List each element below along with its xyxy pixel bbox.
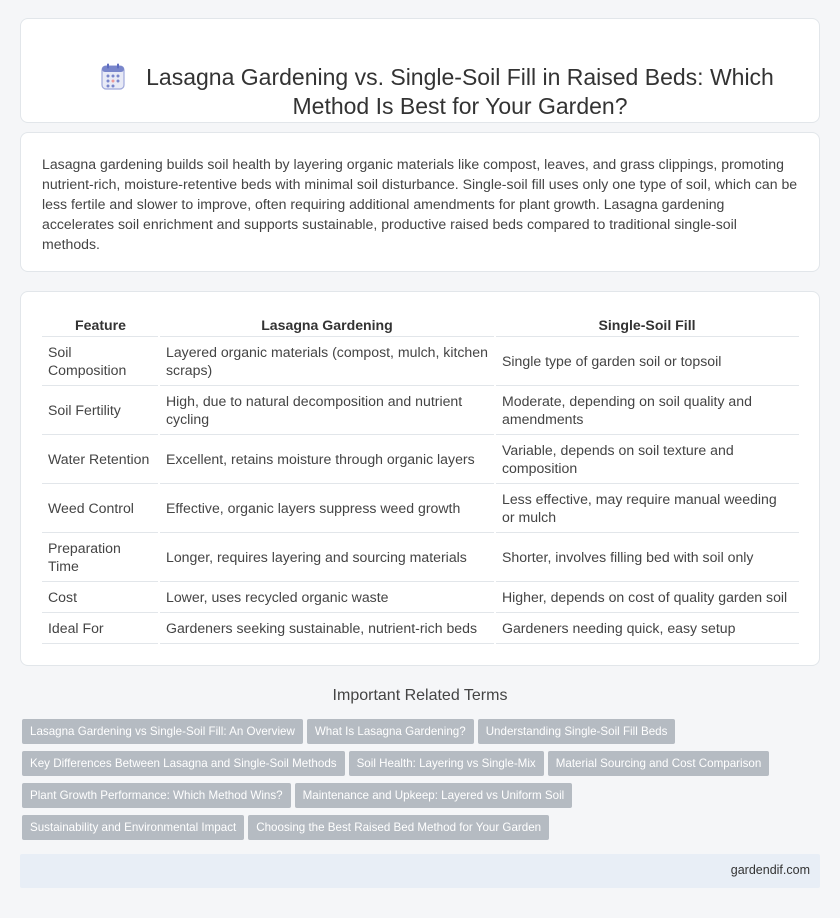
row-feature: Preparation Time	[42, 532, 159, 581]
row-feature: Water Retention	[42, 434, 159, 483]
related-term-tag[interactable]: Sustainability and Environmental Impact	[22, 815, 244, 840]
row-single-soil: Shorter, involves filling bed with soil only	[495, 532, 799, 581]
table-row	[42, 483, 799, 532]
calendar-icon	[100, 63, 126, 91]
row-single-soil: Less effective, may require manual weeding or mulch	[495, 483, 799, 532]
related-term-tag[interactable]: Choosing the Best Raised Bed Method for Your Garden	[248, 815, 549, 840]
row-lasagna: Effective, organic layers suppress weed growth	[159, 483, 495, 532]
row-single-soil: Single type of garden soil or topsoil	[495, 336, 799, 385]
footer-site-link[interactable]: gardendif.com	[730, 863, 810, 877]
row-lasagna: Gardeners seeking sustainable, nutrient-rich beds	[159, 612, 495, 643]
row-feature: Ideal For	[42, 612, 159, 643]
row-lasagna: High, due to natural decomposition and nutrient cycling	[159, 385, 495, 434]
row-feature: Soil Composition	[42, 336, 159, 385]
table-row	[42, 385, 799, 434]
row-feature: Cost	[42, 581, 159, 612]
row-feature: Soil Fertility	[42, 385, 159, 434]
related-terms-tags	[22, 719, 802, 847]
title-card	[20, 18, 820, 123]
table-row	[42, 336, 799, 385]
page-title: Lasagna Gardening vs. Single-Soil Fill in Raised Beds: Which Method Is Best for Your Garden?	[146, 64, 774, 119]
related-term-tag[interactable]: Maintenance and Upkeep: Layered vs Uniform Soil	[295, 783, 573, 808]
related-term-tag[interactable]: Soil Health: Layering vs Single-Mix	[349, 751, 544, 776]
row-single-soil: Moderate, depending on soil quality and amendments	[495, 385, 799, 434]
comparison-card	[20, 291, 820, 666]
table-row	[42, 434, 799, 483]
row-lasagna: Layered organic materials (compost, mulch, kitchen scraps)	[159, 336, 495, 385]
table-row	[42, 612, 799, 643]
related-term-tag[interactable]: Material Sourcing and Cost Comparison	[548, 751, 770, 776]
row-feature: Weed Control	[42, 483, 159, 532]
related-term-tag[interactable]: What Is Lasagna Gardening?	[307, 719, 474, 744]
table-header-row	[42, 314, 799, 336]
row-lasagna: Longer, requires layering and sourcing materials	[159, 532, 495, 581]
row-lasagna: Lower, uses recycled organic waste	[159, 581, 495, 612]
row-single-soil: Higher, depends on cost of quality garden soil	[495, 581, 799, 612]
related-term-tag[interactable]: Plant Growth Performance: Which Method Wins?	[22, 783, 291, 808]
table-row	[42, 581, 799, 612]
intro-paragraph: Lasagna gardening builds soil health by layering organic materials like compost, leaves, and grass clippings, promoting nutrient-rich, moisture-retentive beds with minimal soil disturbance. Single-soil fill uses only one type of soil, which can be less fertile and slower to improve, often requiring additional amendments for plant growth. Lasagna gardening accelerates soil enrichment and supports sustainable, productive raised beds compared to traditional single-soil methods.	[42, 156, 798, 252]
table-row	[42, 532, 799, 581]
related-term-tag[interactable]: Key Differences Between Lasagna and Single-Soil Methods	[22, 751, 345, 776]
comparison-table	[42, 314, 799, 644]
header-single-soil: Single-Soil Fill	[495, 314, 799, 336]
header-lasagna: Lasagna Gardening	[159, 314, 495, 336]
row-single-soil: Variable, depends on soil texture and composition	[495, 434, 799, 483]
row-single-soil: Gardeners needing quick, easy setup	[495, 612, 799, 643]
row-lasagna: Excellent, retains moisture through organic layers	[159, 434, 495, 483]
footer	[20, 854, 820, 888]
related-terms-heading: Important Related Terms	[332, 687, 508, 704]
intro-card	[20, 132, 820, 272]
related-term-tag[interactable]: Lasagna Gardening vs Single-Soil Fill: An Overview	[22, 719, 303, 744]
header-feature: Feature	[42, 314, 159, 336]
related-term-tag[interactable]: Understanding Single-Soil Fill Beds	[478, 719, 676, 744]
